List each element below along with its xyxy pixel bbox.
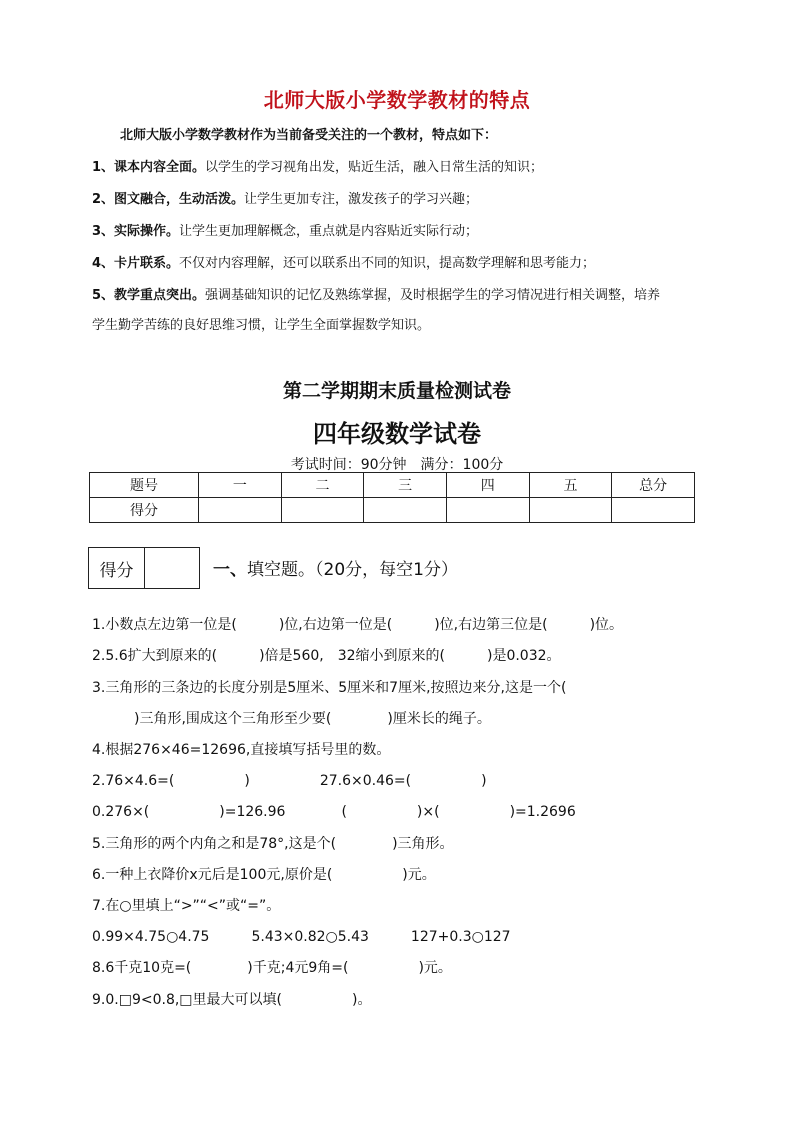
question-line: 7.在○里填上“>”“<”或“=”。 [92,898,281,914]
paper-title: 四年级数学试卷 [313,420,481,448]
question-line: 4.根据276×46=12696,直接填写括号里的数。 [92,742,391,758]
score-cell[interactable] [529,498,612,523]
score-table-row [90,498,695,523]
intro-title: 北师大版小学数学教材的特点 [263,88,531,112]
question-line: 0.276×( )=126.96 ( )×( )=1.2696 [92,804,576,820]
feature-text: 让学生更加专注，激发孩子的学习兴趣； [244,192,479,207]
section-title: 填空题。（20分，每空1分） [247,560,458,580]
score-header-cell: 二 [281,473,364,498]
score-cell[interactable] [612,498,695,523]
feature-text: 不仅对内容理解，还可以联系出不同的知识，提高数学理解和思考能力； [179,256,596,271]
section-number: 一、 [213,560,247,580]
feature-text: 以学生的学习视角出发，贴近生活，融入日常生活的知识； [205,160,544,175]
score-table-header-row [90,473,695,498]
score-cell[interactable] [446,498,529,523]
section-score-label: 得分 [89,548,145,588]
feature-head: 1、课本内容全面。 [92,160,206,175]
score-header-cell: 一 [199,473,282,498]
section-1-heading [213,555,458,580]
question-line: 1.小数点左边第一位是( )位,右边第一位是( )位,右边第三位是( )位。 [92,617,624,633]
question-line: 5.三角形的两个内角之和是78°,这是个( )三角形。 [92,836,454,852]
question-line: 2.76×4.6=( ) 27.6×0.46=( ) [92,773,487,789]
score-row-label: 得分 [90,498,199,523]
score-cell[interactable] [364,498,447,523]
score-table [89,472,695,523]
question-line: 9.0.□9<0.8,□里最大可以填( )。 [92,992,372,1008]
feature-head: 3、实际操作。 [92,224,180,239]
section-score-box [88,547,200,589]
score-cell[interactable] [281,498,364,523]
exam-info: 考试时间：90分钟 满分：100分 [290,457,504,473]
question-line: 6.一种上衣降价x元后是100元,原价是( )元。 [92,867,436,883]
question-line: 2.5.6扩大到原来的( )倍是560, 32缩小到原来的( )是0.032。 [92,648,561,664]
question-line: )三角形,围成这个三角形至少要( )厘米长的绳子。 [92,711,491,727]
feature-item [92,284,660,303]
feature-text: 强调基础知识的记忆及熟练掌握，及时根据学生的学习情况进行相关调整，培养 [205,288,661,303]
feature-head: 4、卡片联系。 [92,256,180,271]
score-header-cell: 五 [529,473,612,498]
score-header-cell: 题号 [90,473,199,498]
question-line: 8.6千克10克=( )千克;4元9角=( )元。 [92,960,452,976]
feature-item [92,156,543,175]
feature-text: 让学生更加理解概念，重点就是内容贴近实际行动； [179,224,479,239]
feature-item [92,188,478,207]
intro-lead: 北师大版小学数学教材作为当前备受关注的一个教材，特点如下： [120,128,498,143]
feature-item [92,220,478,239]
question-line: 0.99×4.75○4.75 5.43×0.82○5.43 127+0.3○127 [92,929,511,945]
score-header-cell: 总分 [612,473,695,498]
feature-item [92,252,595,271]
score-cell[interactable] [199,498,282,523]
feature-head: 2、图文融合，生动活泼。 [92,192,245,207]
exam-title: 第二学期期末质量检测试卷 [282,380,511,402]
score-header-cell: 四 [446,473,529,498]
score-header-cell: 三 [364,473,447,498]
feature-continuation: 学生勤学苦练的良好思维习惯，让学生全面掌握数学知识。 [92,318,431,333]
feature-head: 5、教学重点突出。 [92,288,206,303]
section-score-field[interactable] [145,548,199,588]
question-line: 3.三角形的三条边的长度分别是5厘米、5厘米和7厘米,按照边来分,这是一个( [92,680,567,696]
